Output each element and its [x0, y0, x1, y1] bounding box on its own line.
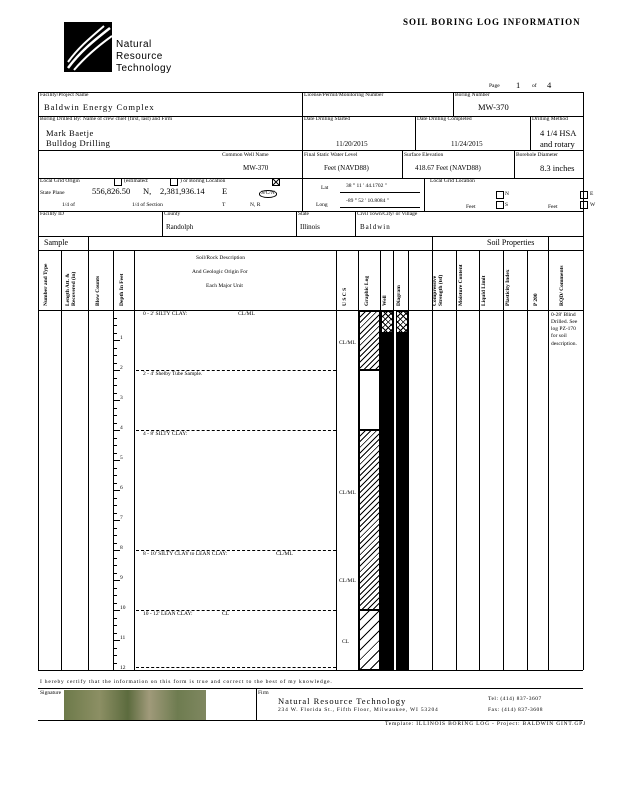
page-number: 1 — [516, 80, 521, 90]
depth-tick-label: 8 — [120, 545, 123, 551]
logo-line-3: Technology — [116, 63, 172, 74]
depth-tick — [113, 333, 117, 334]
firm-label: Firm — [258, 690, 269, 696]
interval-uscs: CL — [222, 611, 230, 617]
col-depth-header: Depth In Feet — [119, 273, 125, 306]
depth-tick — [113, 535, 117, 536]
facility-id-label: Facility ID — [40, 211, 64, 217]
elevation-value: 418.67 Feet (NAVD88) — [415, 164, 481, 172]
depth-tick-label: 12 — [120, 665, 126, 671]
depth-tick — [113, 558, 117, 559]
form-title: SOIL BORING LOG INFORMATION — [403, 17, 581, 27]
depth-tick — [113, 595, 117, 596]
col-number-header: Number and Type — [43, 263, 49, 306]
depth-tick — [113, 670, 120, 671]
depth-tick-label: 3 — [120, 395, 123, 401]
depth-tick — [113, 618, 117, 619]
grid-feet-2: Feet — [548, 204, 558, 210]
col-rqd-header: RQD/ Comments — [559, 265, 565, 306]
col-blow-header: Blow Counts — [95, 275, 101, 306]
depth-tick — [113, 588, 117, 589]
depth-tick — [113, 648, 117, 649]
grid-s-label: S — [505, 202, 509, 208]
col-plasticity-header: Plasticity Index — [505, 269, 511, 306]
diagram-grout — [396, 311, 408, 333]
col-comp-header: Compressive Strength (tsf) — [432, 274, 444, 306]
range-label: N, R — [250, 202, 261, 208]
state-plane-n: 556,826.50 — [92, 186, 131, 196]
desc-header-line-1: Soil/Rock Description — [196, 255, 246, 261]
diagram-fill — [396, 333, 408, 670]
interval-desc: 0 - 2' SILTY CLAY: — [143, 311, 188, 317]
method-line-2: and rotary — [540, 139, 575, 149]
col-graphic-header: Graphic Log — [364, 275, 370, 306]
depth-tick — [113, 445, 117, 446]
depth-tick — [113, 550, 120, 551]
depth-tick — [113, 490, 120, 491]
rqd-comment: 0-28' Blind Drilled. See log PZ-170 for soil description. — [551, 312, 578, 347]
estimated-label: (estimated: — [124, 178, 149, 184]
boring-location-checkbox[interactable] — [272, 178, 280, 186]
signature-image — [64, 690, 206, 720]
page-total: 4 — [547, 80, 552, 90]
depth-tick — [113, 355, 117, 356]
grid-w-checkbox[interactable] — [580, 201, 588, 209]
lat-value: 38 ° 11 ' 44.1702 " — [346, 183, 387, 189]
depth-tick — [113, 520, 120, 521]
driller-name: Mark Baetje — [46, 128, 94, 138]
diameter-value: 8.3 inches — [540, 163, 575, 173]
date-completed-label: Date Drilling Completed — [417, 116, 472, 122]
uscs-mark: CL/ML — [339, 490, 356, 496]
firm-fax: Fax: (414) 837-3608 — [488, 707, 544, 713]
sample-header: Sample — [44, 238, 68, 247]
depth-tick — [113, 573, 117, 574]
logo-mark-icon — [64, 22, 112, 72]
date-completed: 11/24/2015 — [451, 140, 483, 148]
license-label: License/Permit/Monitoring Number — [304, 92, 384, 98]
firm-name: Natural Resource Technology — [278, 696, 407, 706]
depth-tick — [113, 325, 117, 326]
uscs-mark: CL/ML — [339, 578, 356, 584]
well-grout — [381, 311, 393, 333]
quarter-2: 1/4 of Section — [132, 202, 163, 208]
logo-line-1: Natural — [116, 39, 152, 50]
depth-tick-label: 5 — [120, 455, 123, 461]
logo-line-2: Resource — [116, 51, 163, 62]
depth-tick-label: 1 — [120, 335, 123, 341]
soil-props-header: Soil Properties — [487, 238, 535, 247]
depth-tick — [113, 453, 117, 454]
e-label: E — [222, 186, 228, 196]
elevation-label: Surface Elevation — [404, 152, 444, 158]
local-grid-label: Local Grid Location — [430, 178, 475, 184]
depth-tick-label: 9 — [120, 575, 123, 581]
company-logo — [64, 22, 194, 78]
depth-tick — [113, 385, 117, 386]
graphic-log-lean-clay — [359, 610, 380, 670]
col-length-header: Length Att. & Recovered (in) — [65, 271, 77, 306]
col-p200-header: P 200 — [533, 293, 539, 306]
depth-tick — [113, 468, 117, 469]
grid-n-label: N — [505, 191, 509, 197]
n-label: N, — [143, 186, 152, 196]
col-uscs-header: U S C S — [342, 287, 348, 306]
col-well-header: Well — [382, 295, 388, 306]
facility-label: Facility/Project Name — [40, 92, 89, 98]
quarter-1: 1/4 of — [62, 202, 75, 208]
depth-tick — [113, 378, 117, 379]
desc-header-line-2: And Geologic Origin For — [192, 269, 248, 275]
county-label: County — [164, 211, 181, 217]
grid-s-checkbox[interactable] — [496, 201, 504, 209]
depth-tick — [113, 348, 117, 349]
state-plane-zone: S/C/N — [261, 190, 275, 196]
boring-number-label: Boring Number — [455, 92, 490, 98]
depth-tick — [113, 340, 120, 341]
boring-number-value: MW-370 — [478, 102, 509, 112]
depth-tick — [113, 505, 117, 506]
graphic-log-silty-clay — [359, 311, 380, 370]
interval-desc: 8 - 10' SILTY CLAY to LEAN CLAY: — [143, 551, 228, 557]
depth-tick — [113, 415, 117, 416]
depth-tick — [113, 663, 117, 664]
city-value: Baldwin — [360, 223, 391, 231]
facility-value: Baldwin Energy Complex — [44, 102, 155, 112]
desc-header-line-3: Each Major Unit — [206, 283, 243, 289]
depth-tick — [113, 363, 117, 364]
col-diagram-header: Diagram — [396, 285, 402, 306]
col-liquid-header: Liquid Limit — [481, 275, 487, 306]
grid-origin-checkbox[interactable] — [114, 178, 122, 186]
interval-uscs: CL/ML — [276, 551, 293, 557]
depth-tick — [113, 580, 120, 581]
depth-tick-label: 2 — [120, 365, 123, 371]
depth-tick — [113, 610, 120, 611]
checkmark-x-icon — [273, 179, 279, 185]
depth-tick-label: 7 — [120, 515, 123, 521]
estimated-checkbox[interactable] — [170, 178, 178, 186]
page-of-label: of — [532, 83, 537, 89]
depth-tick-label: 10 — [120, 605, 126, 611]
depth-tick — [113, 408, 117, 409]
driller-firm: Bulldog Drilling — [46, 138, 111, 148]
interval-desc: 2 - 4' Shelby Tube Sample. — [143, 371, 203, 377]
graphic-log-tube-sample — [359, 370, 380, 430]
depth-tick — [113, 430, 120, 431]
depth-tick — [113, 655, 117, 656]
grid-e-label: E — [590, 191, 594, 197]
interval-desc: 10 - 12' LEAN CLAY: — [143, 611, 193, 617]
depth-tick — [113, 475, 117, 476]
county-value: Randolph — [166, 223, 194, 231]
depth-tick — [113, 370, 120, 371]
signature-label: Signature — [40, 690, 62, 696]
depth-tick — [113, 565, 117, 566]
depth-tick-label: 4 — [120, 425, 123, 431]
col-moisture-header: Moisture Content — [458, 264, 464, 306]
city-label: Civil Town/City/ or Village — [357, 211, 418, 217]
depth-tick — [113, 633, 117, 634]
depth-tick — [113, 460, 120, 461]
depth-tick — [113, 498, 117, 499]
state-label: State — [298, 211, 309, 217]
depth-tick — [113, 603, 117, 604]
grid-n-checkbox[interactable] — [496, 191, 504, 199]
grid-origin-label: Local Grid Origin — [40, 178, 80, 184]
drilled-by-label: Boring Drilled By: Name of crew chief (first, last) and Firm — [40, 116, 173, 122]
state-plane-e: 2,381,936.14 — [160, 186, 205, 196]
depth-tick — [113, 393, 117, 394]
depth-tick — [113, 543, 117, 544]
page-label: Page — [489, 83, 500, 89]
grid-w-label: W — [590, 202, 596, 208]
depth-tick-label: 11 — [120, 635, 126, 641]
firm-tel: Tel: (414) 837-3607 — [488, 696, 542, 702]
township-label: T — [222, 202, 226, 208]
depth-tick — [113, 625, 117, 626]
long-label: Long — [316, 202, 328, 208]
method-line-1: 4 1/4 HSA — [540, 128, 577, 138]
well-name-label: Common Well Name — [222, 152, 269, 158]
well-name-value: MW-370 — [243, 164, 269, 172]
interval-uscs: CL/ML — [238, 311, 255, 317]
graphic-log-silty-clay — [359, 430, 380, 610]
interval-desc: 4 - 8' SILTY CLAY: — [143, 431, 188, 437]
depth-tick — [113, 513, 117, 514]
grid-feet-1: Feet — [466, 204, 476, 210]
static-water-label: Final Static Water Level — [304, 152, 358, 158]
state-plane-label: State Plane — [40, 190, 65, 196]
depth-tick — [113, 483, 117, 484]
well-fill — [381, 333, 393, 670]
firm-address: 234 W. Florida St., Fifth Floor, Milwaukee, WI 53204 — [278, 707, 439, 713]
date-started: 11/20/2015 — [336, 140, 368, 148]
uscs-mark: CL — [342, 639, 350, 645]
method-label: Drilling Method — [532, 116, 568, 122]
diameter-label: Borehole Diameter — [516, 152, 558, 158]
date-started-label: Date Drilling Started — [304, 116, 351, 122]
lat-label: Lat — [321, 185, 329, 191]
state-value: Illinois — [300, 223, 320, 231]
depth-tick — [113, 640, 120, 641]
depth-tick — [113, 318, 117, 319]
or-boring-label: ) or Boring Location — [180, 178, 226, 184]
depth-tick — [113, 438, 117, 439]
depth-tick — [113, 423, 117, 424]
long-value: -89 ° 52 ' 10.8084 " — [346, 198, 390, 204]
depth-tick — [113, 310, 120, 311]
grid-e-checkbox[interactable] — [580, 191, 588, 199]
template-text: Template: ILLINOIS BORING LOG - Project: BALDWIN GINT.GPJ — [385, 721, 586, 727]
depth-tick — [113, 528, 117, 529]
certify-text: I hereby certify that the information on this form is true and correct to the best of my knowledge. — [40, 679, 333, 685]
depth-tick-label: 6 — [120, 485, 123, 491]
static-water-value: Feet (NAVD88) — [324, 164, 369, 172]
depth-tick — [113, 400, 120, 401]
uscs-mark: CL/ML — [339, 340, 356, 346]
